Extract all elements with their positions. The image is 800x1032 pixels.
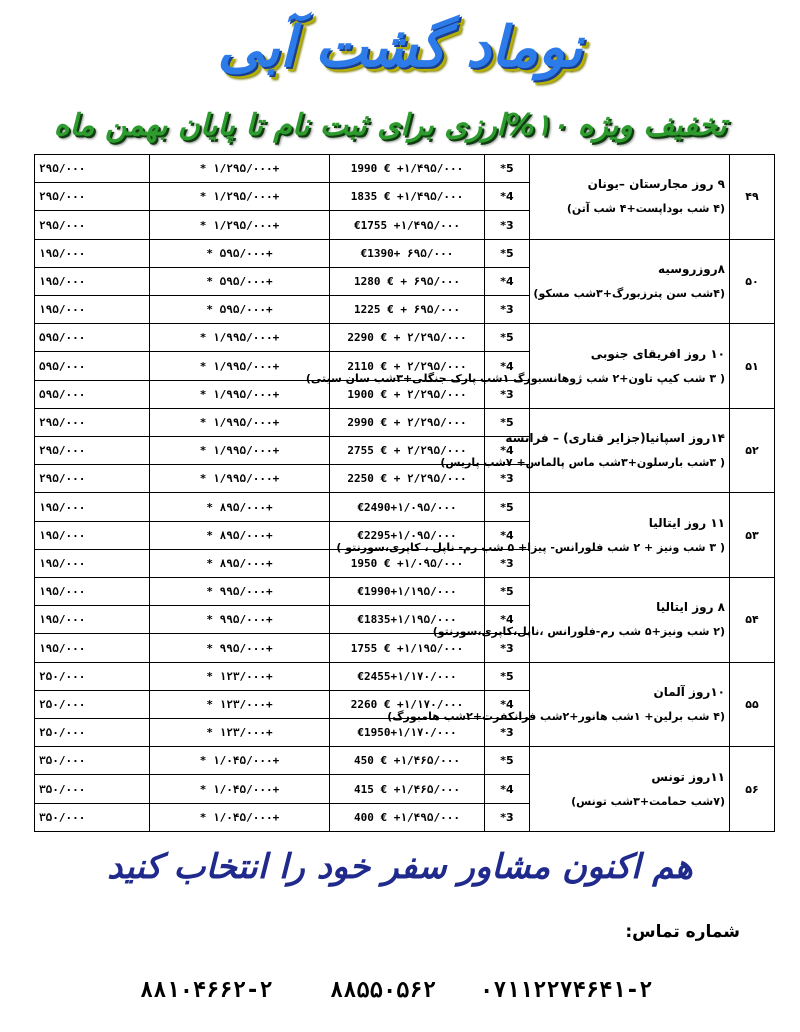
rial-price-cell: * ۱/۰۴۵/۰۰۰+: [150, 803, 330, 831]
phone-number: ۰۷۱۱۲۲۷۴۶۴۱-۲: [480, 978, 653, 1003]
hotel-stars-cell: *4: [485, 437, 530, 465]
rial-price-cell: * ۵۹۵/۰۰۰+: [150, 239, 330, 267]
brand-title: نوماد گشت آبی: [217, 15, 583, 80]
extra-price-cell: ۱۹۵/۰۰۰: [35, 493, 150, 521]
rial-price-cell: * ۱/۰۴۵/۰۰۰+: [150, 747, 330, 775]
rial-price-cell: * ۱/۲۹۵/۰۰۰+: [150, 155, 330, 183]
table-row: [35, 239, 775, 267]
rial-price-cell: * ۹۹۵/۰۰۰+: [150, 578, 330, 606]
extra-price-cell: ۱۹۵/۰۰۰: [35, 296, 150, 324]
extra-price-cell: ۵۹۵/۰۰۰: [35, 380, 150, 408]
euro-price-cell: €1990+۱/۱۹۵/۰۰۰: [330, 578, 485, 606]
tour-name: ۸ روز ایتالیا: [656, 600, 725, 615]
tour-description: [432, 578, 730, 663]
tour-name: ۱۱ روز ایتالیا: [648, 515, 725, 530]
rial-price-cell: * ۸۹۵/۰۰۰+: [150, 549, 330, 577]
tour-name: ۱۴روز اسپانیا(جزایر قناری) – فرانسه: [505, 431, 725, 446]
hotel-stars-cell: *4: [485, 521, 530, 549]
discount-banner: تخفیف ویژه ۱۰%ارزی برای ثبت نام تا پایان بهمن ماه: [53, 107, 727, 143]
rial-price-cell: * ۱/۰۴۵/۰۰۰+: [150, 775, 330, 803]
tour-itinerary: (۲ شب ونیز+۵ شب رم-فلورانس ،ناپل،کاپری،سورنتو): [432, 625, 725, 639]
extra-price-cell: ۲۵۰/۰۰۰: [35, 719, 150, 747]
rial-price-cell: * ۱/۹۹۵/۰۰۰+: [150, 437, 330, 465]
hotel-stars-cell: *3: [485, 296, 530, 324]
tour-name: ۱۰ روز افریقای جنوبی: [590, 346, 725, 361]
euro-price-cell: €1835+۱/۱۹۵/۰۰۰: [330, 606, 485, 634]
tour-itinerary: (۷شب حمامت+۳شب تونس): [571, 794, 725, 808]
rial-price-cell: * ۵۹۵/۰۰۰+: [150, 296, 330, 324]
tours-table-body: [35, 155, 775, 832]
extra-price-cell: ۲۹۵/۰۰۰: [35, 211, 150, 239]
extra-price-cell: ۱۹۵/۰۰۰: [35, 521, 150, 549]
rial-price-cell: * ۱/۲۹۵/۰۰۰+: [150, 183, 330, 211]
tour-itinerary: ( ۳شب بارسلون+۳شب ماس پالماس+ ۷شب پاریس): [440, 456, 725, 470]
hotel-stars-cell: *4: [485, 267, 530, 295]
hotel-stars-cell: *3: [485, 634, 530, 662]
table-row: [35, 324, 775, 352]
euro-price-cell: 2260 € +۱/۱۷۰/۰۰۰: [330, 690, 485, 718]
euro-price-cell: €1755 +۱/۴۹۵/۰۰۰: [330, 211, 485, 239]
tour-number: ۴۹: [730, 155, 775, 240]
hotel-stars-cell: *5: [485, 747, 530, 775]
euro-price-cell: €2295+۱/۰۹۵/۰۰۰: [330, 521, 485, 549]
hotel-stars-cell: *3: [485, 719, 530, 747]
table-row: [35, 155, 775, 183]
extra-price-cell: ۳۵۰/۰۰۰: [35, 775, 150, 803]
hotel-stars-cell: *5: [485, 155, 530, 183]
rial-price-cell: * ۸۹۵/۰۰۰+: [150, 521, 330, 549]
rial-price-cell: * ۹۹۵/۰۰۰+: [150, 634, 330, 662]
euro-price-cell: €2455+۱/۱۷۰/۰۰۰: [330, 662, 485, 690]
extra-price-cell: ۱۹۵/۰۰۰: [35, 267, 150, 295]
hotel-stars-cell: *3: [485, 211, 530, 239]
tour-number: ۵۱: [730, 324, 775, 409]
hotel-stars-cell: *5: [485, 408, 530, 436]
euro-price-cell: 450 € +۱/۴۶۵/۰۰۰: [330, 747, 485, 775]
rial-price-cell: * ۹۹۵/۰۰۰+: [150, 606, 330, 634]
tour-itinerary: ( ۳ شب ونیز + ۲ شب فلورانس- پیزا+ ۵ شب رم- ناپل ، کاپری،سورنتو ): [336, 540, 725, 554]
tour-name: ۹ روز مجارستان –یونان: [587, 177, 725, 192]
euro-price-cell: €1390+ ۶۹۵/۰۰۰: [330, 239, 485, 267]
table-row: [35, 747, 775, 775]
extra-price-cell: ۱۹۵/۰۰۰: [35, 606, 150, 634]
phone-number: ۸۸۵۵۰۵۶۲: [330, 978, 436, 1003]
rial-price-cell: * ۱/۹۹۵/۰۰۰+: [150, 408, 330, 436]
tour-name: ۸روزروسیه: [658, 262, 725, 277]
rial-price-cell: * ۱/۹۹۵/۰۰۰+: [150, 352, 330, 380]
hotel-stars-cell: *3: [485, 549, 530, 577]
euro-price-cell: 1755 € +۱/۱۹۵/۰۰۰: [330, 634, 485, 662]
hotel-stars-cell: *5: [485, 662, 530, 690]
hotel-stars-cell: *5: [485, 239, 530, 267]
extra-price-cell: ۱۹۵/۰۰۰: [35, 578, 150, 606]
phone-numbers: [0, 978, 800, 1018]
rial-price-cell: * ۱/۹۹۵/۰۰۰+: [150, 324, 330, 352]
hotel-stars-cell: *4: [485, 606, 530, 634]
tour-itinerary: (۴ شب برلین+ ۱شب هانور+۲شب فرانکفرت+۲شب هامبورگ): [387, 710, 725, 724]
extra-price-cell: ۲۹۵/۰۰۰: [35, 155, 150, 183]
contact-label: شماره تماس:: [625, 922, 740, 942]
hotel-stars-cell: *4: [485, 352, 530, 380]
hotel-stars-cell: *5: [485, 493, 530, 521]
euro-price-cell: 1900 € + ۲/۲۹۵/۰۰۰: [330, 380, 485, 408]
extra-price-cell: ۲۹۵/۰۰۰: [35, 183, 150, 211]
tour-number: ۵۳: [730, 493, 775, 578]
rial-price-cell: * ۱/۲۹۵/۰۰۰+: [150, 211, 330, 239]
tour-description: [530, 239, 730, 324]
tour-itinerary: (۴ شب بوداپست+۴ شب آتن): [566, 202, 725, 216]
hotel-stars-cell: *3: [485, 803, 530, 831]
call-to-action: هم اکنون مشاور سفر خود را انتخاب کنید: [107, 847, 693, 887]
hotel-stars-cell: *4: [485, 690, 530, 718]
tour-itinerary: ( ۳ شب کیپ تاون+۲ شب ژوهانسبورگ ۱شب پارک جنگلی+۳شب سان سیتی): [305, 371, 725, 385]
extra-price-cell: ۲۹۵/۰۰۰: [35, 437, 150, 465]
rial-price-cell: * ۱۲۳/۰۰۰+: [150, 719, 330, 747]
table-row: [35, 578, 775, 606]
phone-number: ۸۸۱۰۴۶۶۲-۲: [140, 978, 273, 1003]
extra-price-cell: ۳۵۰/۰۰۰: [35, 747, 150, 775]
euro-price-cell: 1950 € +۱/۰۹۵/۰۰۰: [330, 549, 485, 577]
table-row: [35, 408, 775, 436]
tour-number: ۵۵: [730, 662, 775, 747]
tours-table: [34, 154, 775, 832]
tour-name: ۱۰روز آلمان: [653, 685, 725, 700]
extra-price-cell: ۱۹۵/۰۰۰: [35, 239, 150, 267]
euro-price-cell: €1950+۱/۱۷۰/۰۰۰: [330, 719, 485, 747]
euro-price-cell: 2110 € + ۲/۲۹۵/۰۰۰: [330, 352, 485, 380]
hotel-stars-cell: *3: [485, 465, 530, 493]
rial-price-cell: * ۵۹۵/۰۰۰+: [150, 267, 330, 295]
euro-price-cell: 2290 € + ۲/۲۹۵/۰۰۰: [330, 324, 485, 352]
extra-price-cell: ۳۵۰/۰۰۰: [35, 803, 150, 831]
euro-price-cell: 2755 € + ۲/۲۹۵/۰۰۰: [330, 437, 485, 465]
tour-number: ۵۴: [730, 578, 775, 663]
euro-price-cell: 1835 € +۱/۴۹۵/۰۰۰: [330, 183, 485, 211]
rial-price-cell: * ۱/۹۹۵/۰۰۰+: [150, 380, 330, 408]
euro-price-cell: 1280 € + ۶۹۵/۰۰۰: [330, 267, 485, 295]
tour-itinerary: (۴شب سن پترزبورگ+۳شب مسکو): [533, 287, 725, 301]
tour-number: ۵۰: [730, 239, 775, 324]
tour-name: ۱۱روز تونس: [651, 769, 725, 784]
hotel-stars-cell: *4: [485, 775, 530, 803]
tour-description: [440, 408, 730, 493]
table-row: [35, 493, 775, 521]
rial-price-cell: * ۱۲۳/۰۰۰+: [150, 662, 330, 690]
tour-description: [530, 155, 730, 240]
extra-price-cell: ۱۹۵/۰۰۰: [35, 549, 150, 577]
euro-price-cell: 2250 € + ۲/۲۹۵/۰۰۰: [330, 465, 485, 493]
tour-description: [530, 747, 730, 832]
rial-price-cell: * ۱/۹۹۵/۰۰۰+: [150, 465, 330, 493]
tour-number: ۵۶: [730, 747, 775, 832]
euro-price-cell: €2490+۱/۰۹۵/۰۰۰: [330, 493, 485, 521]
euro-price-cell: 1990 € +۱/۴۹۵/۰۰۰: [330, 155, 485, 183]
extra-price-cell: ۵۹۵/۰۰۰: [35, 352, 150, 380]
rial-price-cell: * ۱۲۳/۰۰۰+: [150, 690, 330, 718]
extra-price-cell: ۲۹۵/۰۰۰: [35, 408, 150, 436]
tour-number: ۵۲: [730, 408, 775, 493]
table-row: [35, 662, 775, 690]
extra-price-cell: ۲۵۰/۰۰۰: [35, 662, 150, 690]
rial-price-cell: * ۸۹۵/۰۰۰+: [150, 493, 330, 521]
hotel-stars-cell: *3: [485, 380, 530, 408]
euro-price-cell: 1225 € + ۶۹۵/۰۰۰: [330, 296, 485, 324]
extra-price-cell: ۲۹۵/۰۰۰: [35, 465, 150, 493]
euro-price-cell: 2990 € + ۲/۲۹۵/۰۰۰: [330, 408, 485, 436]
hotel-stars-cell: *4: [485, 183, 530, 211]
euro-price-cell: 400 € +۱/۴۹۵/۰۰۰: [330, 803, 485, 831]
extra-price-cell: ۵۹۵/۰۰۰: [35, 324, 150, 352]
extra-price-cell: ۲۵۰/۰۰۰: [35, 690, 150, 718]
euro-price-cell: 415 € +۱/۴۶۵/۰۰۰: [330, 775, 485, 803]
hotel-stars-cell: *5: [485, 578, 530, 606]
extra-price-cell: ۱۹۵/۰۰۰: [35, 634, 150, 662]
hotel-stars-cell: *5: [485, 324, 530, 352]
